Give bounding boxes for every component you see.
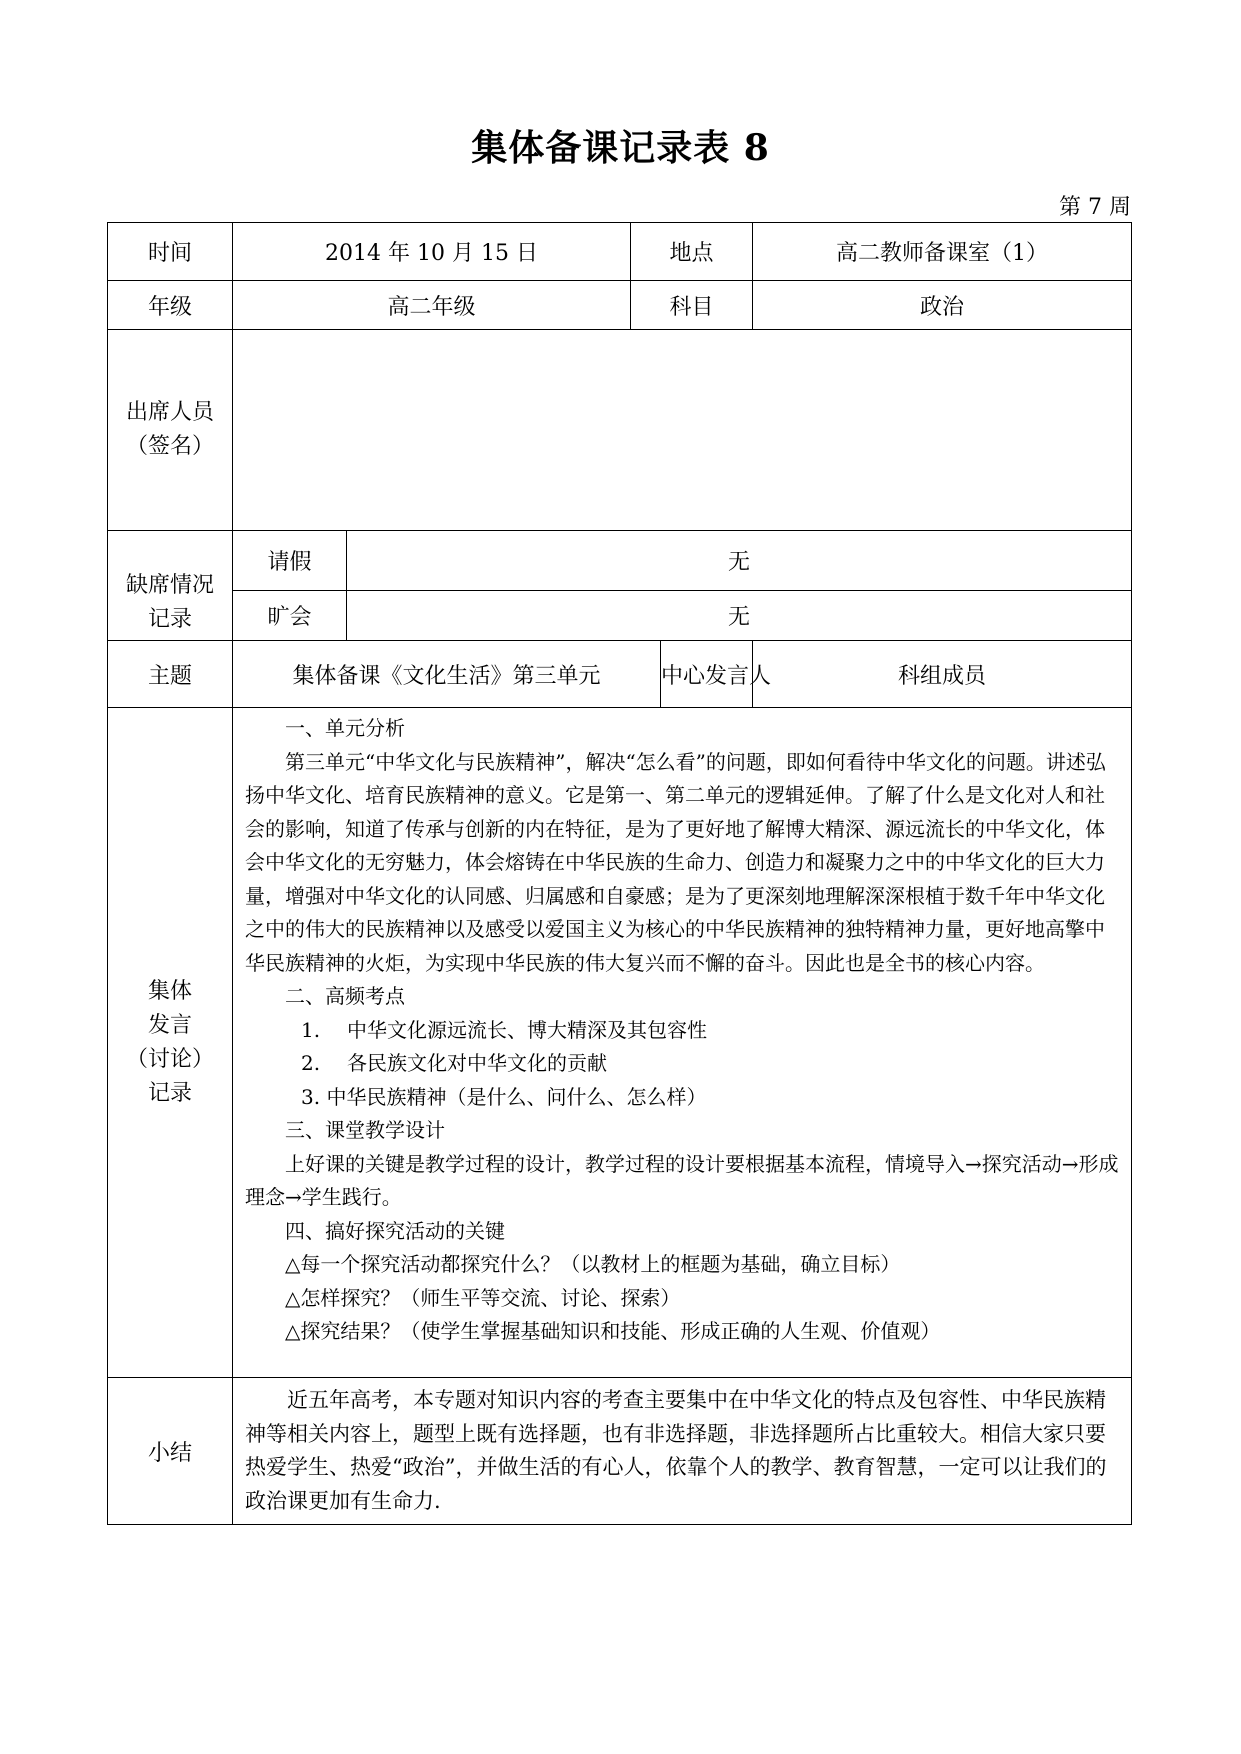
leave-value: 无 bbox=[347, 531, 1132, 591]
attendees-signature-area bbox=[233, 330, 1132, 531]
record-table bbox=[107, 222, 1132, 1525]
list-item: 1. 中华文化源远流长、博大精深及其包容性 bbox=[301, 1017, 707, 1042]
leave-label: 请假 bbox=[233, 531, 347, 591]
section-heading: 一、单元分析 bbox=[285, 716, 405, 740]
subject-label: 科目 bbox=[631, 281, 753, 330]
list-item: △探究结果？（使学生掌握基础知识和技能、形成正确的人生观、价值观） bbox=[285, 1319, 941, 1343]
week-label: 第 7 周 bbox=[1059, 195, 1131, 220]
row-leave bbox=[108, 531, 1132, 591]
topic-label: 主题 bbox=[108, 641, 233, 708]
row-time bbox=[108, 223, 1132, 281]
grade-label: 年级 bbox=[108, 281, 233, 330]
place-label: 地点 bbox=[631, 223, 753, 281]
page-title: 集体备课记录表 8 bbox=[471, 127, 770, 169]
speaker-label: 中心发言人 bbox=[661, 641, 753, 708]
discussion-content bbox=[233, 708, 1132, 1378]
list-item: 2. 各民族文化对中华文化的贡献 bbox=[301, 1051, 607, 1075]
row-discussion bbox=[108, 708, 1132, 1378]
section-heading: 三、课堂教学设计 bbox=[285, 1118, 445, 1142]
row-summary bbox=[108, 1378, 1132, 1525]
grade-value: 高二年级 bbox=[233, 281, 631, 330]
row-attendees bbox=[108, 330, 1132, 531]
row-truant bbox=[108, 591, 1132, 641]
row-grade bbox=[108, 281, 1132, 330]
section-heading: 二、高频考点 bbox=[285, 984, 405, 1008]
discussion-label: 集体 发言 （讨论） 记录 bbox=[108, 708, 233, 1378]
absence-label: 缺席情况 记录 bbox=[108, 531, 233, 641]
summary-content bbox=[233, 1378, 1132, 1525]
section-heading: 四、搞好探究活动的关键 bbox=[285, 1218, 505, 1243]
time-value: 2014 年 10 月 15 日 bbox=[233, 223, 631, 281]
speaker-value: 科组成员 bbox=[753, 641, 1132, 708]
subject-value: 政治 bbox=[753, 281, 1132, 330]
list-item: △每一个探究活动都探究什么？（以教材上的框题为基础，确立目标） bbox=[285, 1252, 901, 1276]
place-value: 高二教师备课室（1） bbox=[753, 223, 1132, 281]
paragraph: 上好课的关键是教学过程的设计，教学过程的设计要根据基本流程，情境导入→探究活动→形成理念→学生践行。 bbox=[245, 1151, 1119, 1209]
attendees-label: 出席人员 （签名） bbox=[108, 330, 233, 531]
list-item: 3. 中华民族精神（是什么、问什么、怎么样） bbox=[301, 1084, 707, 1109]
truant-value: 无 bbox=[347, 591, 1132, 641]
time-label: 时间 bbox=[108, 223, 233, 281]
truant-label: 旷会 bbox=[233, 591, 347, 641]
summary-text: 近五年高考，本专题对知识内容的考查主要集中在中华文化的特点及包容性、中华民族精神等相关内容上，题型上既有选择题，也有非选择题，非选择题所占比重较大。相信大家只要热爱学生、热爱“政治”，并做生活的有心人，依靠个人的教学、教育智慧，一定可以让我们的政治课更加有生命力. bbox=[245, 1388, 1107, 1513]
paragraph: 第三单元“中华文化与民族精神”，解决“怎么看”的问题，即如何看待中华文化的问题。讲述弘扬中华文化、培育民族精神的意义。它是第一、第二单元的逻辑延伸。了解了什么是文化对人和社会的影响，知道了传承与创新的内在特征，是为了更好地了解博大精深、源远流长的中华文化，体会中华文化的无穷魅力，体会熔铸在中华民族的生命力、创造力和凝聚力之中的中华文化的巨大力量，增强对中华文化的认同感、归属感和自豪感；是为了更深刻地理解深深根植于数千年中华文化之中的伟大的民族精神以及感受以爱国主义为核心的中华民族精神的独特精神力量，更好地高擎中华民族精神的火炬，为实现中华民族的伟大复兴而不懈的奋斗。因此也是全书的核心内容。 bbox=[245, 749, 1106, 975]
summary-label: 小结 bbox=[108, 1378, 233, 1525]
topic-value: 集体备课《文化生活》第三单元 bbox=[233, 641, 661, 708]
row-topic bbox=[108, 641, 1132, 708]
list-item: △怎样探究？（师生平等交流、讨论、探索） bbox=[285, 1285, 681, 1310]
